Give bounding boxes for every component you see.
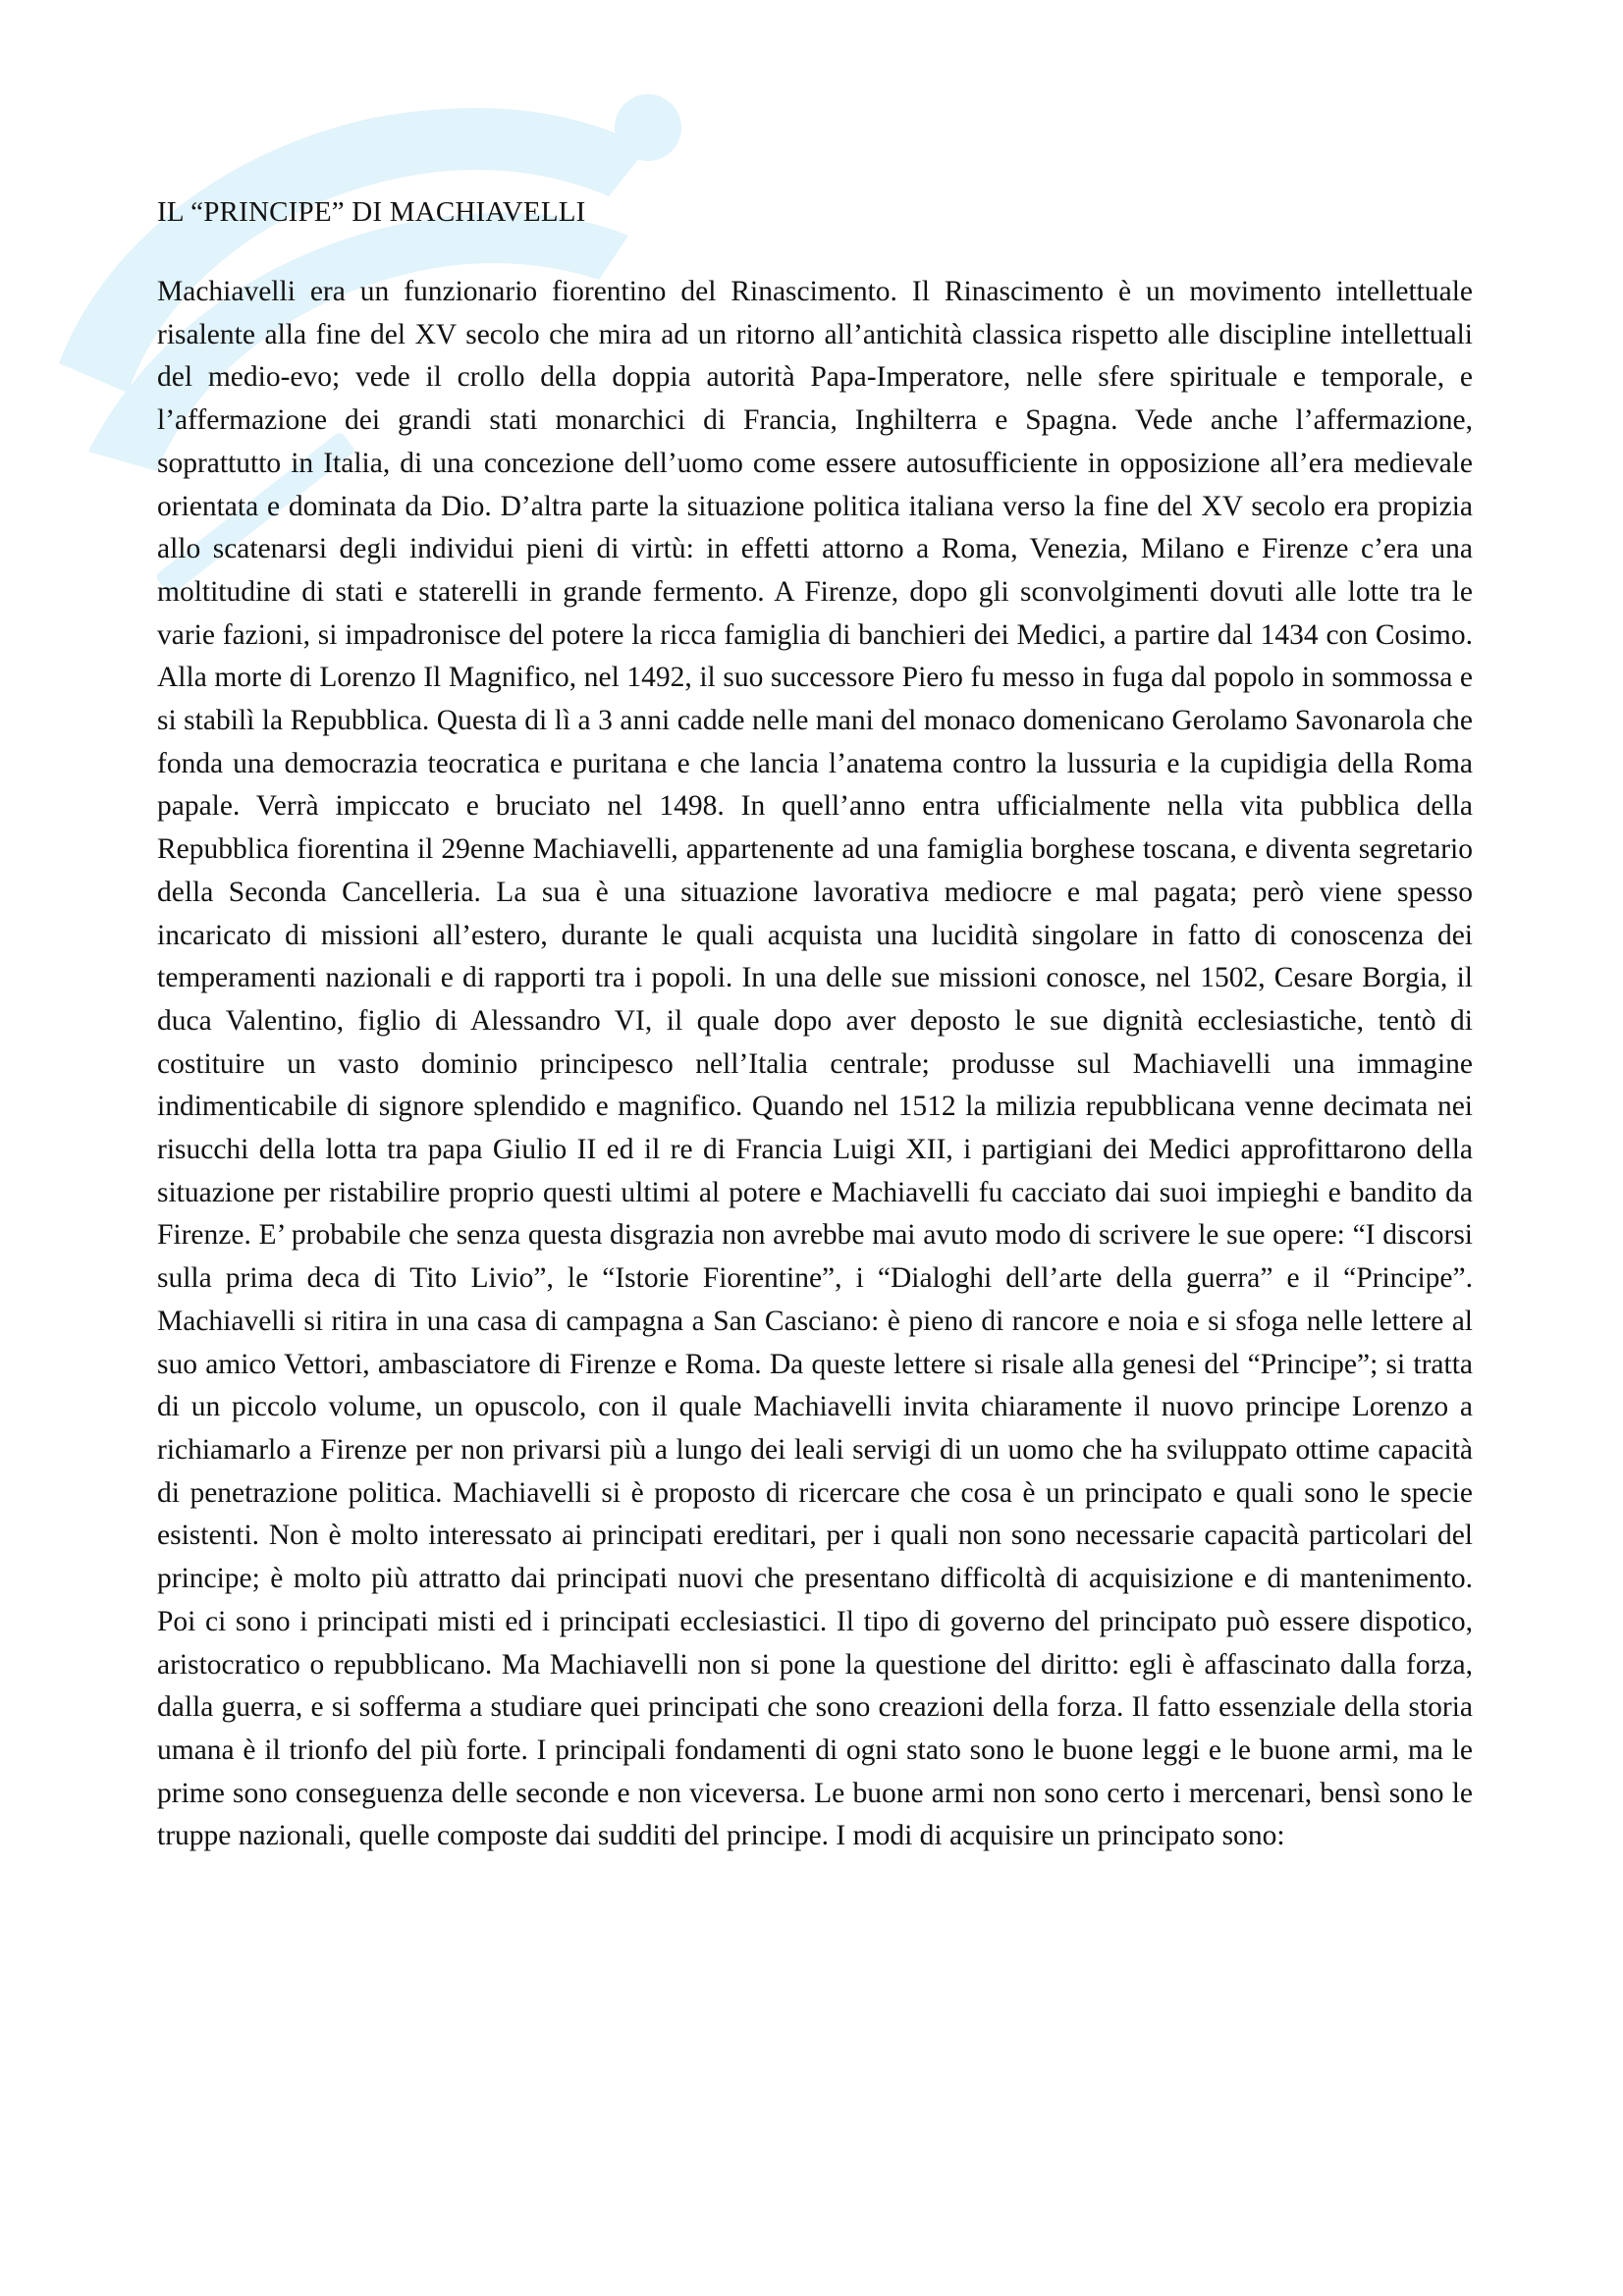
document-page: [157, 192, 1473, 1858]
body-paragraph: Machiavelli era un funzionario fiorentino del Rinascimento. Il Rinascimento è un movimento intellettuale risalente alla fine del XV secolo che mira ad un ritorno all’antichità classica rispetto alle discipline intellettuali del medio-evo; vede il crollo della doppia autorità Papa-Imperatore, nelle sfere spirituale e temporale, e l’affermazione dei grandi stati monarchici di Francia, Inghilterra e Spagna. Vede anche l’affermazione, soprattutto in Italia, di una concezione dell’uomo come essere autosufficiente in opposizione all’era medievale orientata e dominata da Dio. D’altra parte la situazione politica italiana verso la fine del XV secolo era propizia allo scatenarsi degli individui pieni di virtù: in effetti attorno a Roma, Venezia, Milano e Firenze c’era una moltitudine di stati e staterelli in grande fermento. A Firenze, dopo gli sconvolgimenti dovuti alle lotte tra le varie fazioni, si impadronisce del potere la ricca famiglia di banchieri dei Medici, a partire dal 1434 con Cosimo. Alla morte di Lorenzo Il Magnifico, nel 1492, il suo successore Piero fu messo in fuga dal popolo in sommossa e si stabilì la Repubblica. Questa di lì a 3 anni cadde nelle mani del monaco domenicano Gerolamo Savonarola che fonda una democrazia teocratica e puritana e che lancia l’anatema contro la lussuria e la cupidigia della Roma papale. Verrà impiccato e bruciato nel 1498. In quell’anno entra ufficialmente nella vita pubblica della Repubblica fiorentina il 29enne Machiavelli, appartenente ad una famiglia borghese toscana, e diventa segretario della Seconda Cancelleria. La sua è una situazione lavorativa mediocre e mal pagata; però viene spesso incaricato di missioni all’estero, durante le quali acquista una lucidità singolare in fatto di conoscenza dei temperamenti nazionali e di rapporti tra i popoli. In una delle sue missioni conosce, nel 1502, Cesare Borgia, il duca Valentino, figlio di Alessandro VI, il quale dopo aver deposto le sue dignità ecclesiastiche, tentò di costituire un vasto dominio principesco nell’Italia centrale; produsse sul Machiavelli una immagine indimenticabile di signore splendido e magnifico. Quando nel 1512 la milizia repubblicana venne decimata nei risucchi della lotta tra papa Giulio II ed il re di Francia Luigi XII, i partigiani dei Medici approfittarono della situazione per ristabilire proprio questi ultimi al potere e Machiavelli fu cacciato dai suoi impieghi e bandito da Firenze. E’ probabile che senza questa disgrazia non avrebbe mai avuto modo di scrivere le sue opere: “I discorsi sulla prima deca di Tito Livio”, le “Istorie Fiorentine”, i “Dialoghi dell’arte della guerra” e il “Principe”. Machiavelli si ritira in una casa di campagna a San Casciano: è pieno di rancore e noia e si sfoga nelle lettere al suo amico Vettori, ambasciatore di Firenze e Roma. Da queste lettere si risale alla genesi del “Principe”; si tratta di un piccolo volume, un opuscolo, con il quale Machiavelli invita chiaramente il nuovo principe Lorenzo a richiamarlo a Firenze per non privarsi più a lungo dei leali servigi di un uomo che ha sviluppato ottime capacità di penetrazione politica. Machiavelli si è proposto di ricercare che cosa è un principato e quali sono le specie esistenti. Non è molto interessato ai principati ereditari, per i quali non sono necessarie capacità particolari del principe; è molto più attratto dai principati nuovi che presentano difficoltà di acquisizione e di mantenimento. Poi ci sono i principati misti ed i principati ecclesiastici. Il tipo di governo del principato può essere dispotico, aristocratico o repubblicano. Ma Machiavelli non si pone la questione del diritto: egli è affascinato dalla forza, dalla guerra, e si sofferma a studiare quei principati che sono creazioni della forza. Il fatto essenziale della storia umana è il trionfo del più forte. I principali fondamenti di ogni stato sono le buone leggi e le buone armi, ma le prime sono conseguenza delle seconde e non viceversa. Le buone armi non sono certo i mercenari, bensì sono le truppe nazionali, quelle composte dai sudditi del principe. I modi di acquisire un principato sono:: [157, 276, 1473, 1852]
page-title: IL “PRINCIPE” DI MACHIAVELLI: [157, 196, 586, 228]
